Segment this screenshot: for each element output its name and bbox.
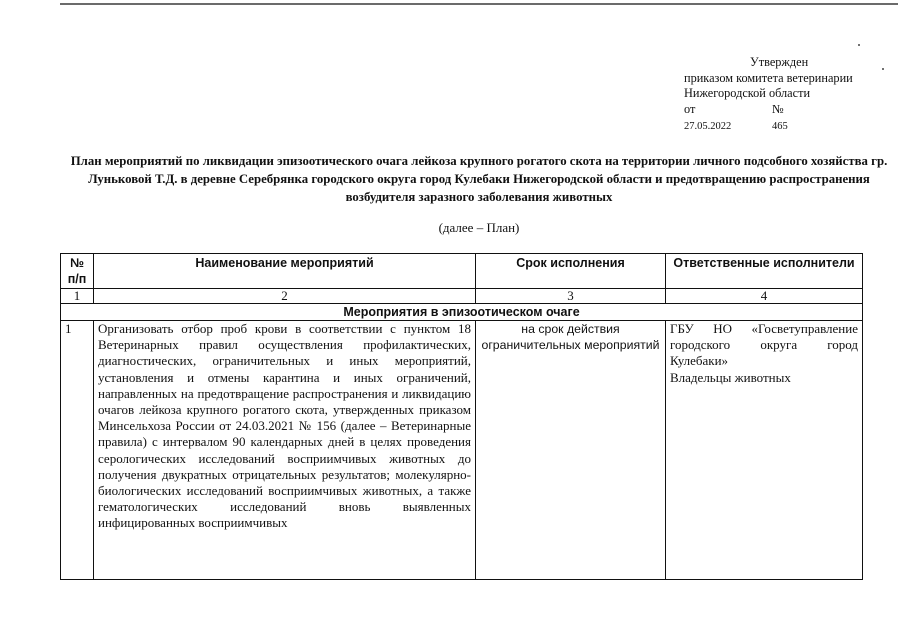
- scan-speck: [882, 68, 884, 70]
- approval-date: 27.05.2022: [684, 121, 732, 132]
- section-title: Мероприятия в эпизоотическом очаге: [61, 304, 863, 321]
- column-number-2: 2: [94, 289, 476, 304]
- approval-line-2: приказом комитета ветеринарии: [684, 70, 853, 85]
- header-deadline: Срок исполнения: [476, 254, 666, 289]
- table-header-row: [61, 254, 863, 289]
- row-term: на срок действия ограничительных мероприятий: [481, 322, 660, 352]
- document-subtitle: (далее – План): [438, 220, 520, 235]
- row-responsible-cell: [666, 321, 863, 580]
- scan-speck: [858, 44, 860, 46]
- row-number: 1: [61, 321, 94, 580]
- section-row: [61, 304, 863, 321]
- table-row: [61, 321, 863, 580]
- approval-number: 465: [772, 121, 788, 132]
- responsible-line-3: Владельцы животных: [670, 369, 791, 385]
- approval-line-3: Нижегородской области: [684, 86, 811, 100]
- scan-top-border: [60, 3, 898, 5]
- plan-table: [60, 253, 863, 580]
- row-term-cell: [476, 321, 666, 580]
- row-responsible: [670, 321, 858, 386]
- row-description: Организовать отбор проб крови в соответствии с пунктом 18 Ветеринарных правил осуществления профилактических, диагностических, ограничительных и иных мероприятий, установления и отмены карантина и иных ограничений, направленных на предотвращение распространения и ликвидацию очагов лейкоза крупного рогатого скота, утвержденных приказом Минсельхоза России от 24.03.2021 № 156 (далее – Ветеринарные правила) с интервалом 90 календарных дней в целях проведения серологических исследований восприимчивых животных до получения двукратных отрицательных результатов; молекулярно-биологических исследований восприимчивых животных, а также гематологических исследований вновь выявленных инфицированных восприимчивых: [98, 321, 471, 531]
- approval-line-1: Утвержден: [750, 55, 809, 69]
- header-activity-name: Наименование мероприятий: [94, 254, 476, 289]
- header-responsible: Ответственные исполнители: [666, 254, 863, 289]
- approval-from-label: от: [684, 101, 696, 116]
- approval-block: [684, 55, 894, 135]
- approval-number-label: №: [772, 101, 784, 116]
- column-number-3: 3: [476, 289, 666, 304]
- approval-date-row: [684, 119, 894, 135]
- responsible-line-2: Кулебаки»: [670, 353, 729, 369]
- responsible-line-1: ГБУ НО «Госветуправление городского округа город: [670, 321, 858, 353]
- document-title: План мероприятий по ликвидации эпизоотического очага лейкоза крупного рогатого скота на территории личного подсобного хозяйства гр. Луньковой Т.Д. в деревне Серебрянка городского округа город Кулебаки Нижегородской области и предотвращению распространения возбудителя заразного заболевания животных: [70, 154, 888, 204]
- column-number-4: 4: [666, 289, 863, 304]
- row-description-cell: [94, 321, 476, 580]
- column-number-row: [61, 289, 863, 304]
- column-number-1: 1: [61, 289, 94, 304]
- header-number: № п/п: [61, 254, 94, 289]
- approval-from-row: [684, 102, 894, 118]
